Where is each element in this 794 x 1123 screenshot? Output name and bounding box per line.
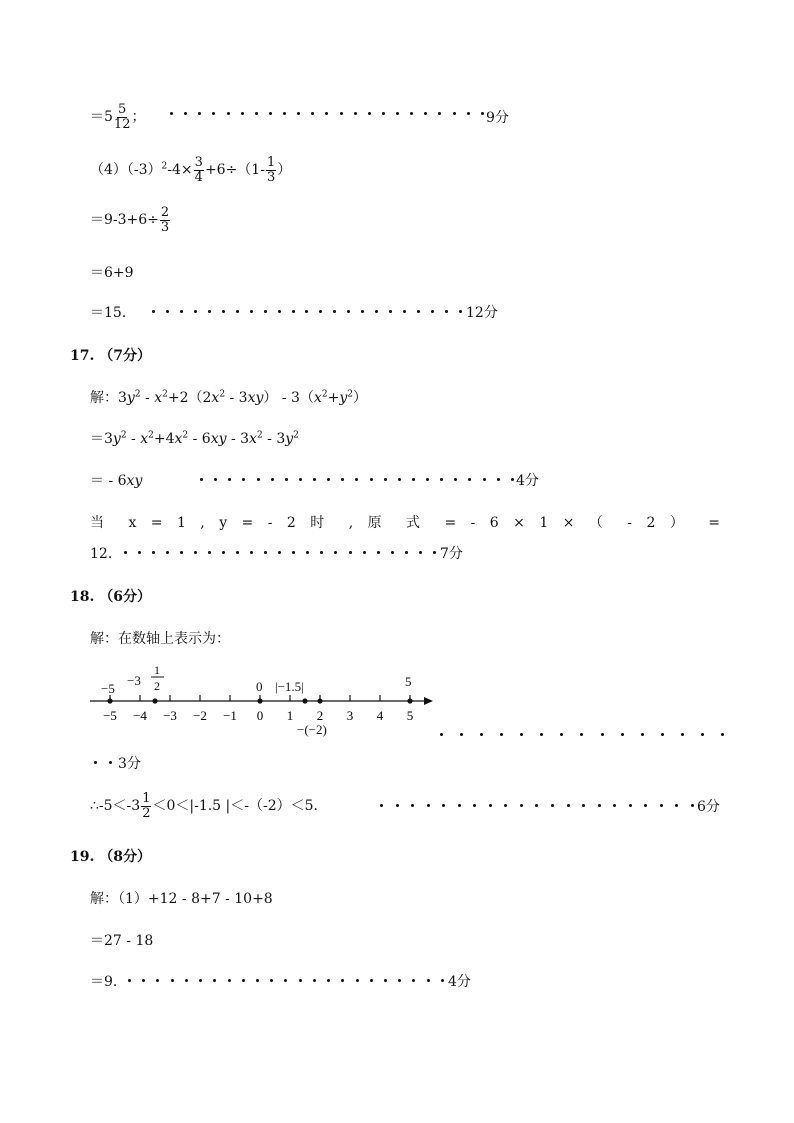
leader-dot (483, 478, 486, 481)
leader-dot (426, 478, 429, 481)
leader-dot (396, 112, 399, 115)
leader-dot (311, 112, 314, 115)
axis-tick-label: 0 (256, 708, 264, 723)
line-result-3: ＝5 $\frac{5}{12}$ ； (90, 102, 146, 132)
score-label: 12分 (466, 305, 498, 321)
leader-dot (180, 551, 183, 554)
axis-tick-label: −4 (133, 708, 147, 723)
leader-dot (257, 478, 260, 481)
leader-dot (156, 979, 159, 982)
leader-dot (340, 112, 343, 115)
leader-dot (299, 478, 302, 481)
leader-dot (208, 551, 211, 554)
label-neg3: −3 (127, 673, 141, 688)
leader-dots (380, 804, 694, 807)
leader-dot (454, 478, 457, 481)
leader-dot (375, 310, 378, 313)
solution-line: 解：在数轴上表示为： (90, 631, 230, 647)
leader-dot (438, 112, 441, 115)
label-abs: |−1.5| (275, 679, 304, 694)
leader-dot (142, 979, 145, 982)
leader-dot (194, 551, 197, 554)
leader-dot (242, 478, 245, 481)
leader-dot (370, 979, 373, 982)
leader-dot (255, 112, 258, 115)
solution-line: 解：（1）+12 - 8+7 - 10+8 (90, 891, 273, 907)
leader-dot (349, 551, 352, 554)
axis-tick-label: −2 (193, 708, 207, 723)
leader-dot (540, 733, 543, 736)
leader-dot (213, 979, 216, 982)
leader-dot (214, 478, 217, 481)
leader-dot (341, 979, 344, 982)
leader-dot (198, 112, 201, 115)
leader-dot (481, 112, 484, 115)
leader-dot (200, 478, 203, 481)
leader-dot (410, 112, 413, 115)
leader-dot (480, 733, 483, 736)
leader-dot (644, 804, 647, 807)
leader-dot (398, 979, 401, 982)
solution-line: $=3y^2 - x^2+4x^2 - 6xy - 3x^2 - 3y^2$ (90, 430, 299, 447)
leader-dot (199, 979, 202, 982)
leader-dot (445, 310, 448, 313)
leader-dot (319, 310, 322, 313)
leader-dot (355, 478, 358, 481)
label-five: 5 (405, 674, 412, 689)
leader-dot (242, 979, 245, 982)
axis-tick-label: 4 (376, 708, 384, 723)
leader-dot (641, 733, 644, 736)
leader-dot (403, 310, 406, 313)
leader-dot (629, 804, 632, 807)
leader-dot (440, 478, 443, 481)
leader-dot (660, 804, 663, 807)
leader-dot (264, 551, 267, 554)
leader-dot (185, 979, 188, 982)
leader-dot (333, 310, 336, 313)
leader-dot (236, 551, 239, 554)
label-half-den: 2 (154, 679, 160, 693)
leader-dot (222, 551, 225, 554)
leader-dot (497, 478, 500, 481)
leader-dot (166, 551, 169, 554)
leader-dot (270, 979, 273, 982)
point-neg-neg2 (317, 698, 322, 703)
leader-dot (236, 310, 239, 313)
leader-dot (109, 761, 112, 764)
result-line: 12． (90, 546, 122, 562)
leader-dot (391, 551, 394, 554)
axis-tick-label: −3 (163, 708, 177, 723)
ordering-line: ∴-5＜-3 $\frac{1}{2}$ ＜0＜|-1.5 |＜-（-2）＜5． (90, 791, 328, 821)
leader-dot (427, 979, 430, 982)
leader-dot (278, 310, 281, 313)
score-label: 4分 (448, 974, 471, 990)
label-neg-neg2: −(−2) (297, 722, 327, 737)
leader-dot (412, 979, 415, 982)
solution-line: 解：$3y^2 - x^2+2(2x^2 - 3xy) - 3(x^2+y^2)$ (90, 389, 367, 406)
axis-tick-label: 2 (316, 708, 324, 723)
leader-dot (396, 804, 399, 807)
leader-dot (269, 112, 272, 115)
leader-dot (222, 310, 225, 313)
leader-dots (124, 551, 436, 554)
leader-dot (334, 551, 337, 554)
label-zero: 0 (256, 679, 263, 694)
question-heading: 19. （8分） (70, 849, 151, 865)
score-label: 9分 (486, 110, 509, 126)
leader-dot (250, 551, 253, 554)
leader-dot (419, 551, 422, 554)
leader-dot (320, 551, 323, 554)
leader-dot (292, 310, 295, 313)
leader-dot (405, 551, 408, 554)
leader-dot (458, 804, 461, 807)
leader-dot (306, 551, 309, 554)
leader-dot (325, 112, 328, 115)
leader-dot (347, 310, 350, 313)
leader-dot (292, 551, 295, 554)
result-line: ＝9． (90, 974, 127, 990)
leader-dot (194, 310, 197, 313)
leader-dot (453, 112, 456, 115)
leader-dot (551, 804, 554, 807)
leader-dot (520, 804, 523, 807)
point-neg3-half (152, 698, 157, 703)
leader-dot (511, 478, 514, 481)
leader-dot (250, 310, 253, 313)
result-line: ＝15． (90, 305, 136, 321)
leader-dot (500, 733, 503, 736)
question-heading: 17. （7分） (70, 348, 151, 364)
leader-dot (299, 979, 302, 982)
leader-dot (411, 804, 414, 807)
leader-dots (94, 761, 112, 764)
leader-dot (284, 979, 287, 982)
problem-4-expression: $(4)(-3)^2-4\times$ $\frac{3}{4}$ +6÷（1- $\frac{1}{3}$ ） (90, 155, 292, 185)
leader-dot (361, 310, 364, 313)
leader-dot (208, 310, 211, 313)
leader-dot (473, 804, 476, 807)
step-line: ＝9-3+6÷ $\frac{2}{3}$ (90, 205, 170, 235)
leader-dot (675, 804, 678, 807)
leader-dot (184, 112, 187, 115)
leader-dot (152, 310, 155, 313)
leader-dot (94, 761, 97, 764)
leader-dots (170, 112, 484, 115)
leader-dot (681, 733, 684, 736)
leader-dot (264, 310, 267, 313)
leader-dot (368, 112, 371, 115)
leader-dot (370, 478, 373, 481)
leader-dot (580, 733, 583, 736)
leader-dot (701, 733, 704, 736)
leader-dot (363, 551, 366, 554)
number-line (85, 658, 445, 738)
leader-dot (166, 310, 169, 313)
leader-dot (417, 310, 420, 313)
leader-dot (227, 112, 230, 115)
leader-dot (467, 112, 470, 115)
leader-dot (313, 478, 316, 481)
leader-dot (128, 979, 131, 982)
score-label: 4分 (516, 473, 539, 489)
point-five (407, 698, 412, 703)
leader-dot (535, 804, 538, 807)
leader-dot (721, 733, 724, 736)
leader-dot (354, 112, 357, 115)
leader-dot (431, 310, 434, 313)
label-neg5: −5 (101, 681, 115, 696)
leader-dot (598, 804, 601, 807)
step-line: ＝6+9 (90, 265, 134, 281)
leader-dot (468, 478, 471, 481)
leader-dot (384, 478, 387, 481)
leader-dots (128, 979, 444, 982)
leader-dot (384, 979, 387, 982)
leader-dot (271, 478, 274, 481)
leader-dot (459, 310, 462, 313)
leader-dot (380, 804, 383, 807)
point-neg5 (107, 698, 112, 703)
label-half-num: 1 (154, 663, 160, 677)
leader-dot (124, 551, 127, 554)
axis-tick-label: −1 (223, 708, 237, 723)
leader-dot (297, 112, 300, 115)
leader-dot (661, 733, 664, 736)
leader-dot (442, 804, 445, 807)
leader-dot (377, 551, 380, 554)
step-line: ＝27 - 18 (90, 933, 154, 949)
leader-dots (152, 310, 462, 313)
leader-dot (241, 112, 244, 115)
leader-dot (440, 733, 443, 736)
leader-dot (433, 551, 436, 554)
solution-line: 当 x = 1 , y = - 2 时 , 原 式 = - 6 × 1 × （ - 2 ） = (90, 515, 720, 531)
leader-dot (256, 979, 259, 982)
score-label: 6分 (697, 799, 720, 815)
axis-tick-label: −5 (103, 708, 117, 723)
solution-line: ＝ - 6xy (90, 473, 143, 489)
score-label: 7分 (440, 546, 463, 562)
leader-dot (285, 478, 288, 481)
leader-dot (305, 310, 308, 313)
leader-dot (460, 733, 463, 736)
leader-dot (171, 979, 174, 982)
question-heading: 18. （6分） (70, 589, 151, 605)
leader-dot (170, 112, 173, 115)
leader-dots (440, 733, 724, 736)
leader-dot (278, 551, 281, 554)
leader-dot (180, 310, 183, 313)
leader-dot (327, 478, 330, 481)
point-zero (257, 698, 262, 703)
axis-tick-label: 5 (406, 708, 414, 723)
leader-dot (621, 733, 624, 736)
leader-dot (567, 804, 570, 807)
leader-dot (327, 979, 330, 982)
leader-dot (427, 804, 430, 807)
leader-dot (398, 478, 401, 481)
axis-tick-label: 1 (286, 708, 294, 723)
leader-dot (228, 979, 231, 982)
leader-dot (283, 112, 286, 115)
leader-dot (382, 112, 385, 115)
leader-dot (389, 310, 392, 313)
leader-dot (356, 979, 359, 982)
leader-dot (613, 804, 616, 807)
leader-dot (412, 478, 415, 481)
leader-dot (560, 733, 563, 736)
leader-dot (152, 551, 155, 554)
leader-dot (489, 804, 492, 807)
axis-tick-label: 3 (346, 708, 354, 723)
leader-dot (424, 112, 427, 115)
leader-dots (200, 478, 514, 481)
leader-dot (138, 551, 141, 554)
leader-dot (504, 804, 507, 807)
leader-dot (691, 804, 694, 807)
point-abs (302, 698, 307, 703)
leader-dot (313, 979, 316, 982)
score-label: 3分 (118, 756, 141, 772)
leader-dot (582, 804, 585, 807)
leader-dot (601, 733, 604, 736)
leader-dot (341, 478, 344, 481)
leader-dot (212, 112, 215, 115)
leader-dot (520, 733, 523, 736)
leader-dot (228, 478, 231, 481)
leader-dot (441, 979, 444, 982)
